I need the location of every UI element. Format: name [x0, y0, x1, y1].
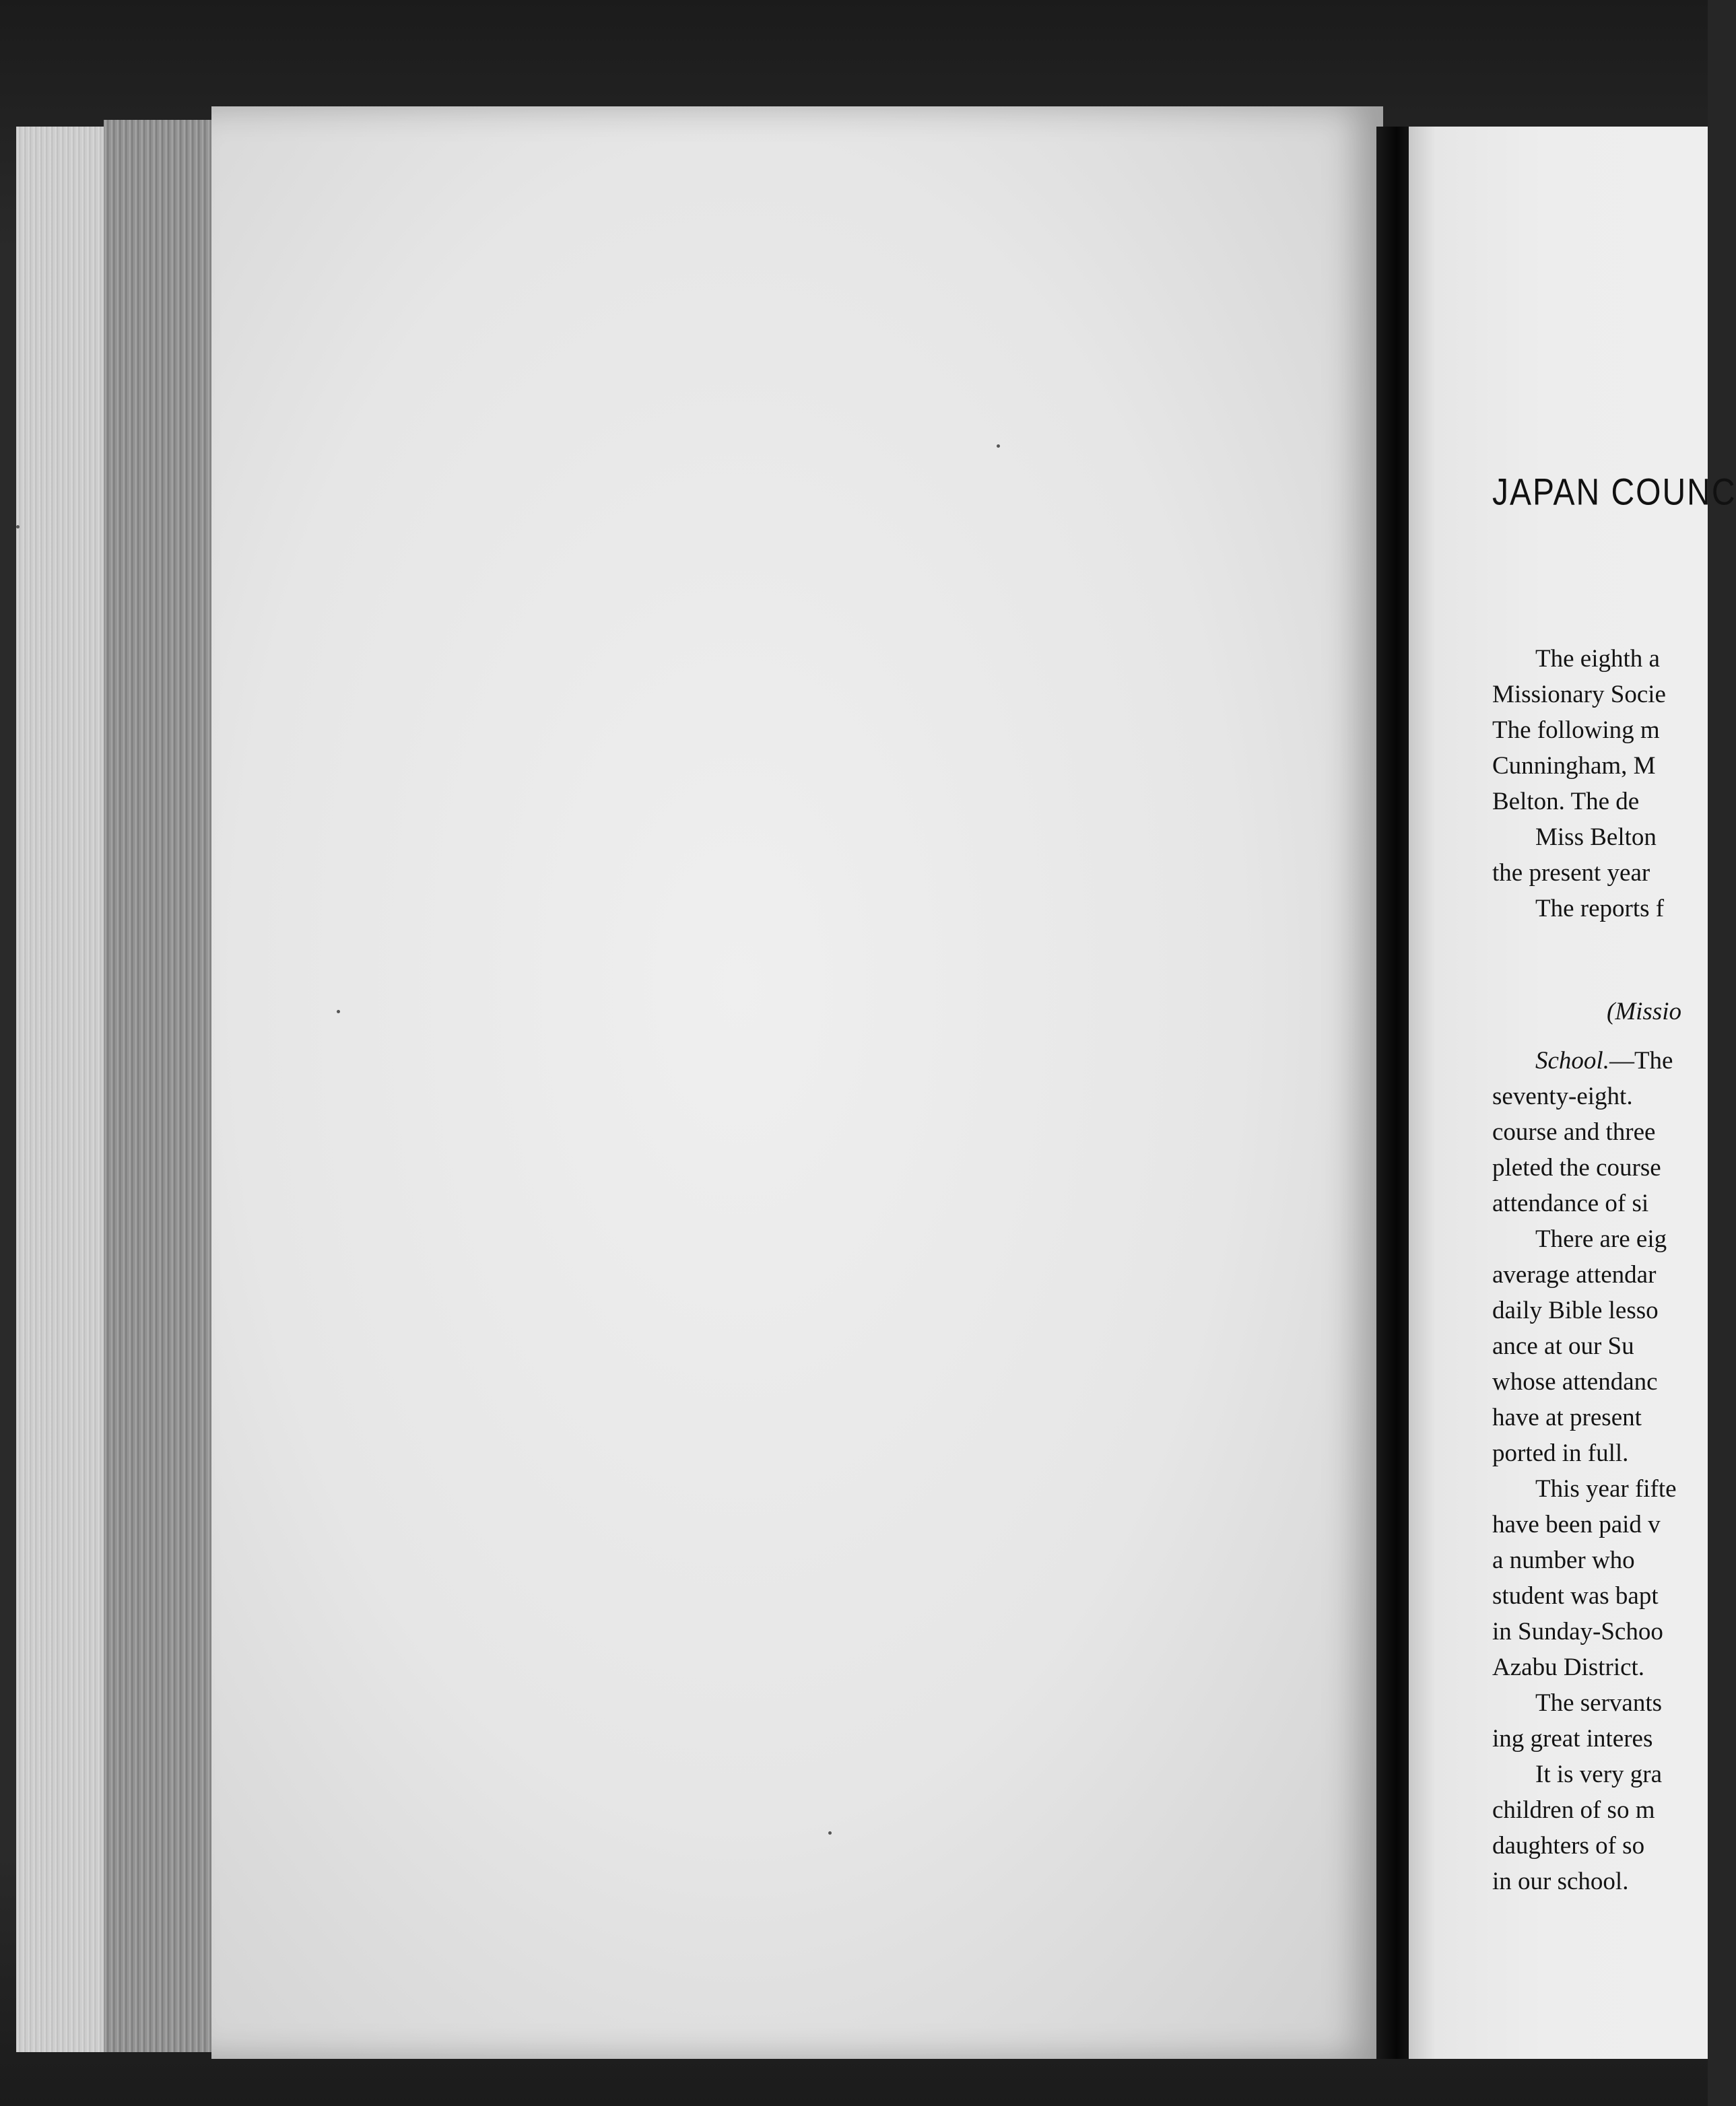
text-line: have been paid v [1492, 1511, 1661, 1538]
text-line: attendance of si [1492, 1190, 1649, 1217]
right-page-text [1492, 641, 1721, 1899]
text-line: The reports f [1535, 895, 1665, 922]
text-line: The servants [1535, 1689, 1663, 1717]
text-line: in Sunday-Schoo [1492, 1618, 1663, 1645]
paper-speck [16, 525, 20, 529]
text-line: course and three [1492, 1118, 1656, 1146]
running-head: JAPAN COUNC [1492, 472, 1736, 514]
text-line: daily Bible lesso [1492, 1297, 1659, 1324]
text-line: Belton. The de [1492, 788, 1640, 815]
section-heading: (Missio [1607, 998, 1681, 1025]
paper-speck [828, 1831, 832, 1835]
text-line: The following m [1492, 716, 1660, 744]
paper-speck [997, 444, 1000, 448]
text-line: Cunningham, M [1492, 752, 1656, 780]
text-line: Missionary Socie [1492, 681, 1666, 708]
text-line: School.—The [1535, 1047, 1673, 1075]
lead-italic: School. [1535, 1047, 1609, 1075]
text-line: It is very gra [1535, 1761, 1663, 1788]
text-line: ing great interes [1492, 1725, 1653, 1753]
text-line: ance at our Su [1492, 1332, 1634, 1360]
text-line: whose attendanc [1492, 1368, 1658, 1396]
paper-speck [337, 1010, 340, 1013]
text-line: pleted the course [1492, 1154, 1661, 1182]
page-block-shadow [104, 120, 211, 2052]
text-line: children of so m [1492, 1796, 1655, 1824]
text-line: Azabu District. [1492, 1654, 1645, 1681]
text-line: Miss Belton [1535, 823, 1657, 851]
text-line: the present year [1492, 859, 1650, 887]
text-line: student was bapt [1492, 1582, 1659, 1610]
text-line: ported in full. [1492, 1439, 1629, 1467]
text-line: seventy-eight. [1492, 1083, 1633, 1110]
text-line: This year fifte [1535, 1475, 1677, 1503]
text-line: a number who [1492, 1547, 1635, 1574]
open-book [9, 106, 1708, 2059]
text-line: daughters of so [1492, 1832, 1645, 1860]
text-line: The eighth a [1535, 645, 1660, 673]
text-line: average attendar [1492, 1261, 1657, 1289]
text-line: There are eig [1535, 1225, 1667, 1253]
text-line: have at present [1492, 1404, 1642, 1431]
text-line: in our school. [1492, 1868, 1629, 1895]
left-page-blank [211, 106, 1383, 2059]
